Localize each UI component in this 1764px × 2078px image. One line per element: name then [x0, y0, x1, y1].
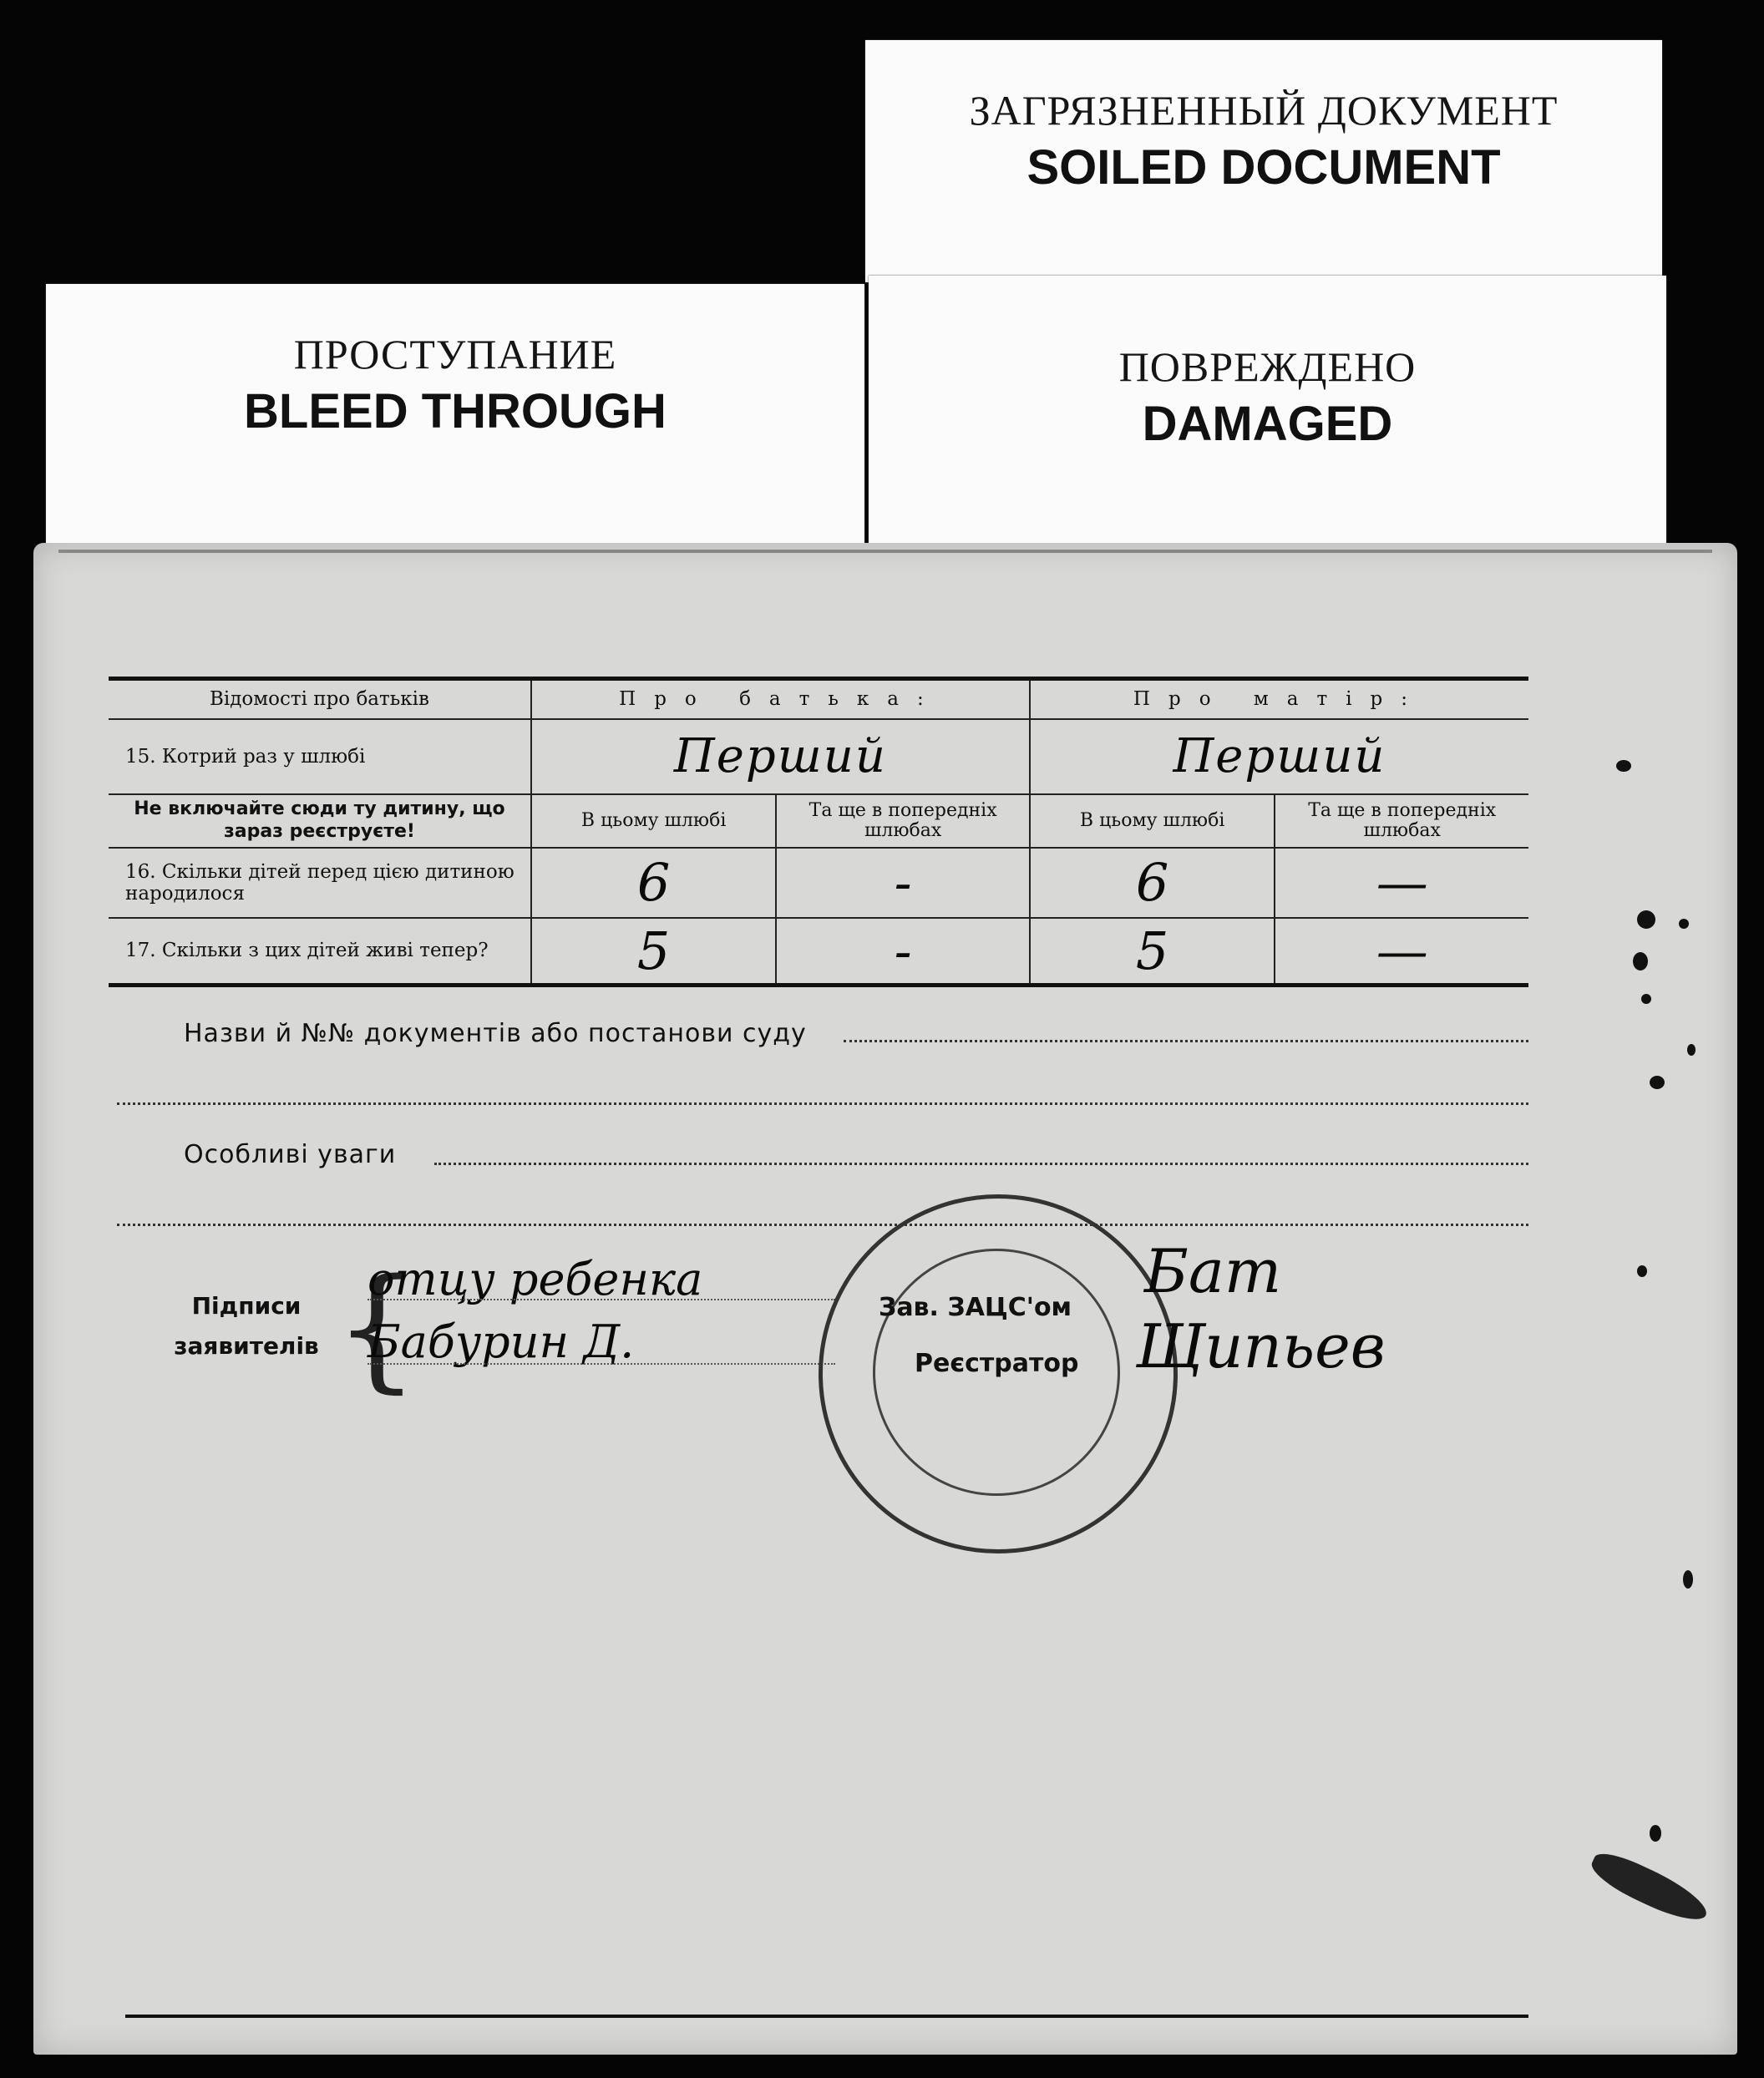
soiled-document-label — [865, 40, 1662, 282]
documents-field-line-2 — [117, 1102, 1528, 1105]
row17-label: 17. Скільки з цих дітей живі тепер? — [109, 918, 531, 986]
applicant-signature-1: отцу ребенка — [368, 1253, 703, 1305]
registrar-label: Реєстратор — [915, 1349, 1079, 1378]
row16-label: 16. Скільки дітей перед цією дитиною народилося — [109, 848, 531, 918]
bleed-through-label — [46, 284, 864, 568]
remarks-field-line-2 — [117, 1224, 1528, 1226]
soiled-label-en: SOILED DOCUMENT — [1026, 140, 1501, 195]
damage-speck — [1687, 1044, 1696, 1056]
header-mother: Про матір: — [1030, 679, 1528, 719]
row16-mother-current: 6 — [1030, 848, 1275, 918]
damage-speck — [1641, 994, 1651, 1004]
damaged-label-en: DAMAGED — [1142, 397, 1393, 451]
documents-field-label: Назви й №№ документів або постанови суду — [184, 1019, 807, 1048]
applicant-line-1 — [368, 1299, 835, 1300]
brace: { — [334, 1249, 419, 1406]
row17-mother-previous: — — [1275, 918, 1528, 986]
damage-stain — [1586, 1846, 1714, 1929]
table-header-row — [109, 679, 1528, 719]
row15-label: 15. Котрий раз у шлюбі — [109, 719, 531, 794]
applicant-line-2 — [368, 1363, 835, 1365]
remarks-field-label: Особливі уваги — [184, 1140, 397, 1169]
row16-father-previous: - — [776, 848, 1030, 918]
father-current-marriage-head: В цьому шлюбі — [531, 794, 776, 848]
page-edge — [58, 550, 1712, 553]
official-signature-2: Щипьев — [1136, 1311, 1386, 1381]
damage-speck — [1650, 1825, 1661, 1842]
exclude-note: Не включайте сюди ту дитину, що зараз реєструєте! — [109, 794, 531, 848]
head-of-registry-label: Зав. ЗАЦС'ом — [879, 1293, 1072, 1322]
header-parents-info: Відомості про батьків — [109, 679, 531, 719]
official-signature-1: Бат — [1144, 1236, 1282, 1306]
row16-mother-previous: — — [1275, 848, 1528, 918]
row17-mother-current: 5 — [1030, 918, 1275, 986]
table-row-16 — [109, 848, 1528, 918]
damage-speck — [1650, 1076, 1665, 1089]
signatures-label: Підписи заявителів — [174, 1292, 319, 1360]
applicant-signature-2: Бабурин Д. — [368, 1315, 635, 1368]
damaged-label-ru: ПОВРЕЖДЕНО — [1118, 343, 1417, 390]
row15-mother-value: Перший — [1030, 719, 1528, 794]
table-note-row — [109, 794, 1528, 848]
bleed-label-en: BLEED THROUGH — [244, 384, 667, 438]
remarks-field-line — [434, 1163, 1528, 1165]
parents-info-table — [109, 677, 1528, 987]
damage-speck — [1616, 760, 1631, 772]
damaged-label — [869, 276, 1666, 568]
registration-document — [33, 543, 1737, 2055]
row16-father-current: 6 — [531, 848, 776, 918]
row17-father-previous: - — [776, 918, 1030, 986]
damage-speck — [1633, 952, 1648, 971]
mother-current-marriage-head: В цьому шлюбі — [1030, 794, 1275, 848]
table-row-17 — [109, 918, 1528, 986]
father-previous-marriages-head: Та ще в попередніх шлюбах — [776, 794, 1030, 848]
header-father: Про батька: — [531, 679, 1030, 719]
damage-speck — [1679, 919, 1689, 929]
documents-field-line — [844, 1040, 1528, 1042]
damage-speck — [1637, 910, 1655, 929]
row15-father-value: Перший — [531, 719, 1030, 794]
soiled-label-ru: ЗАГРЯЗНЕННЫЙ ДОКУМЕНТ — [969, 87, 1559, 134]
table-row-15 — [109, 719, 1528, 794]
damage-speck — [1683, 1570, 1693, 1589]
bottom-rule — [125, 2015, 1528, 2018]
row17-father-current: 5 — [531, 918, 776, 986]
bleed-label-ru: ПРОСТУПАНИЕ — [293, 331, 617, 378]
damage-speck — [1637, 1265, 1647, 1277]
mother-previous-marriages-head: Та ще в попередніх шлюбах — [1275, 794, 1528, 848]
